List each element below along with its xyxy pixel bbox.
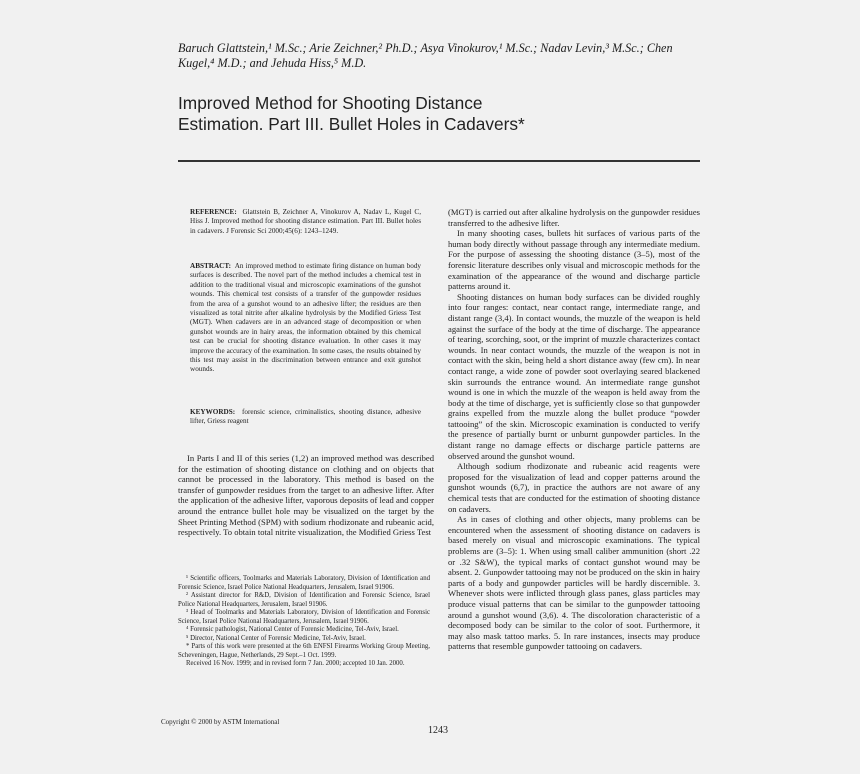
abstract-text: An improved method to estimate firing distance on human body surfaces is described. The novel part of the method includes a chemical test in addition to the traditional visual and microscopic examinations of the gunshot wounds. This chemical test consists of a transfer of the gunpowder residues from the area of a gunshot wound to an adhesive lifter; the residues are then visualized as total nitrite after alkaline hydrolysis by the Modified Griess Test (MGT). When cadavers are in an advanced stage of decomposition or when gunshot wounds are in hairy areas, the information obtained by this chemical test can be crucial for shooting distance evaluation. In other cases it may improve the accuracy of the examination. In some cases, the results obtained by this test may assist in the discrimination between entrance and exit gunshot wounds. (190, 262, 422, 374)
footnote: ⁵ Director, National Center of Forensic Medicine, Tel-Aviv, Israel. (186, 634, 366, 642)
body-right-column (448, 207, 700, 652)
body-paragraph: As in cases of clothing and other objects, many problems can be encountered when the assessment of shooting distance on cadavers is based merely on visual and microscopic examinations. The typical problems are (3–5): 1. When using small caliber ammunition (short .22 or .32 S&W), the typical marks of contact gunshot wound may be absent. 2. Gunpowder tattooing may not be produced on the skin in hairy parts of a body and gunpowder particles will be hardly discernible. 3. Whenever shots were inflicted through glass panes, glass particles may produce visual patterns that can be similar to the gunpowder tattooing around a gunshot wound (3,6). 4. The discoloration characteristic of a decomposed body can be similar to the color of soot. Furthermore, it may also mask tattoo marks. 5. In rare instances, insects may produce patterns that resemble gunpowder tattooing on cadavers. (448, 514, 700, 652)
reference-block (190, 208, 421, 236)
body-paragraph: (MGT) is carried out after alkaline hydrolysis on the gunpowder residues transferred to the adhesive lifter. (448, 207, 700, 228)
keywords-block (190, 408, 421, 427)
footnotes (178, 575, 430, 669)
footnote: Received 16 Nov. 1999; and in revised form 7 Jan. 2000; accepted 10 Jan. 2000. (186, 660, 405, 667)
footnote: ³ Head of Toolmarks and Materials Laboratory, Division of Identification and Forensic Science, Israel Police National Headquarters, Jerusalem, Israel 91906. (178, 609, 430, 625)
body-left-column (178, 453, 434, 538)
title-rule (178, 160, 700, 162)
keywords-text: forensic science, criminalistics, shooting distance, adhesive lifter, Griess reagent (190, 408, 421, 426)
body-paragraph: In many shooting cases, bullets hit surfaces of various parts of the human body directly without passage through any intermediate medium. For the purpose of assessing the shooting distance (3–5), most of the forensic literature describes only visual and microscopic methods for the examination of the appearance of the wound and discharge particle patterns around it. (448, 228, 700, 292)
abstract-block (190, 262, 421, 375)
abstract-label: ABSTRACT: (190, 262, 232, 270)
paper-title (178, 93, 718, 135)
footnote: ⁴ Forensic pathologist, National Center of Forensic Medicine, Tel-Aviv, Israel. (186, 626, 399, 633)
author-list: Baruch Glattstein,¹ M.Sc.; Arie Zeichner,² Ph.D.; Asya Vinokurov,¹ M.Sc.; Nadav Levin,³ M.Sc.; Chen Kugel,⁴ M.D.; and Jehuda Hiss,⁵ M.D. (178, 41, 673, 70)
footnote: ¹ Scientific officers, Toolmarks and Materials Laboratory, Division of Identification and Forensic Science, Israel Police National Headquarters, Jerusalem, Israel 91906. (178, 575, 430, 591)
reference-text: Glattstein B, Zeichner A, Vinokurov A, Nadav L, Kugel C, Hiss J. Improved method for shooting distance estimation. Part III. Bullet holes in cadavers. J Forensic Sci 2000;45(6): 1243–1249. (190, 208, 421, 235)
title-line-1: Improved Method for Shooting Distance (178, 93, 483, 113)
page-number: 1243 (428, 725, 448, 736)
copyright-notice: Copyright © 2000 by ASTM International (161, 718, 280, 726)
reference-label: REFERENCE: (190, 208, 237, 216)
footnote: * Parts of this work were presented at the 6th ENFSI Firearms Working Group Meeting, Scheveningen, Hague, Netherlands, 29 Sept.–1 Oct. 1999. (178, 643, 430, 659)
footnote: ² Assistant director for R&D, Division of Identification and Forensic Science, Israel Police National Headquarters, Jerusalem, Israel 91906. (178, 592, 430, 608)
body-paragraph: Although sodium rhodizonate and rubeanic acid reagents were proposed for the visualization of lead and copper patterns around the gunshot wounds (6,7), in practice the authors are not aware of any chemical tests that are conducted for the estimation of shooting distance on cadavers. (448, 461, 700, 514)
body-paragraph: Shooting distances on human body surfaces can be divided roughly into four ranges: contact, near contact range, intermediate range, and distant range (3,4). In contact wounds, the muzzle of the weapon is held against the surface of the body at the time of discharge. The appearance of tearing, scorching, soot, or the imprint of muzzle characterizes contact wounds. In near contact wounds, the muzzle of the weapon is not in contact with the skin, being held a short distance away (few cm). In near contact range, a wide zone of powder soot overlaying seared blackened skin surrounds the entrance wound. An intermediate range gunshot wound is one in which the muzzle of the weapon is held away from the body at the time of discharge, yet is sufficiently close so that gunpowder grains expelled from the muzzle along the bullet produce “powder tattooing” of the skin. Microscopic examination is conducted to verify the presence of partially burnt or unburnt gunpowder particles. In the distant range no damage effects or discharge particle patterns are observed around the gunshot wound. (448, 291, 700, 461)
body-paragraph: In Parts I and II of this series (1,2) an improved method was described for the estimation of shooting distance on clothing and on objects that cannot be processed in the laboratory. This method is based on the transfer of gunpowder residues from the target to an adhesive lifter. After the application of the adhesive lifter, vaporous deposits of lead and copper around the entrance bullet hole may be visualized on the target by the Sheet Printing Method (SPM) with sodium rhodizonate and rubeanic acid, respectively. To obtain total nitrite visualization, the Modified Griess Test (178, 453, 434, 538)
title-line-2: Estimation. Part III. Bullet Holes in Cadavers* (178, 114, 525, 134)
keywords-label: KEYWORDS: (190, 408, 236, 416)
